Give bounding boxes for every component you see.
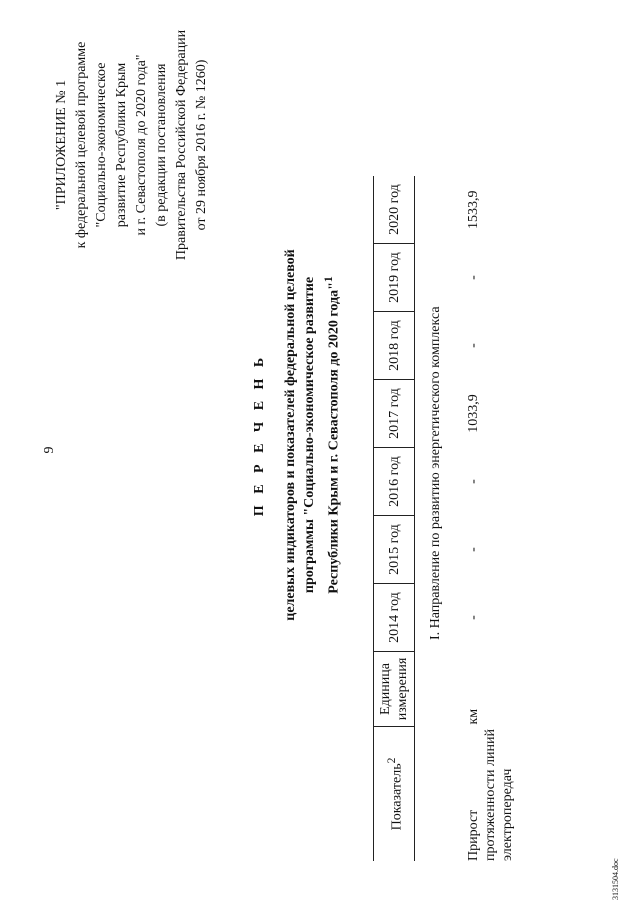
title-line-text: Республики Крым и г. Севастополя до 2020 года" xyxy=(326,282,342,594)
appendix-line: от 29 ноября 2016 г. № 1260) xyxy=(194,59,209,231)
table-header-row xyxy=(374,176,415,861)
header-year: 2015 год xyxy=(374,516,415,584)
document-code: 3131504.doc xyxy=(611,858,620,900)
appendix-line: Правительства Российской Федерации xyxy=(174,29,189,261)
appendix-line: "Социально-экономическое xyxy=(94,62,109,228)
header-indicator-label: Показатель xyxy=(389,763,405,831)
document-title xyxy=(250,195,344,675)
header-year: 2019 год xyxy=(374,244,415,312)
title-line xyxy=(319,195,344,675)
cell-indicator: Прирост протяженности линий электропередач xyxy=(466,729,515,861)
header-year: 2014 год xyxy=(374,584,415,652)
table-row xyxy=(455,176,535,861)
appendix-line: "ПРИЛОЖЕНИЕ № 1 xyxy=(54,79,69,211)
cell-value: - xyxy=(466,547,481,552)
appendix-line: к федеральной целевой программе xyxy=(74,41,89,249)
header-year: 2020 год xyxy=(374,176,415,244)
cell-value: - xyxy=(466,479,481,484)
indicators-table xyxy=(373,176,535,861)
header-year: 2017 год xyxy=(374,380,415,448)
header-indicator xyxy=(374,727,415,862)
footnote-mark: 1 xyxy=(322,276,335,283)
cell-value: - xyxy=(466,615,481,620)
footnote-mark: 2 xyxy=(384,757,398,764)
title-line: программы "Социально-экономическое развитие xyxy=(302,276,317,594)
cell-unit: км xyxy=(466,708,481,725)
cell-value: - xyxy=(466,275,481,280)
header-year: 2016 год xyxy=(374,448,415,516)
title-line: целевых индикаторов и показателей федеральной целевой xyxy=(283,249,298,621)
cell-value: 1533,9 xyxy=(466,190,481,229)
title-main: П Е Р Е Ч Е Н Ь xyxy=(252,353,267,517)
appendix-header xyxy=(52,0,212,290)
cell-value: - xyxy=(466,343,481,348)
section-row xyxy=(415,176,456,861)
page-number: 9 xyxy=(42,446,57,454)
header-year: 2018 год xyxy=(374,312,415,380)
appendix-line: (в редакции постановления xyxy=(154,63,169,227)
appendix-line: развитие Республики Крым xyxy=(114,62,129,228)
cell-value: 1033,9 xyxy=(466,394,481,433)
header-unit: Единица измерения xyxy=(374,652,415,727)
appendix-line: и г. Севастополя до 2020 года" xyxy=(134,54,149,236)
section-title: I. Направление по развитию энергетического комплекса xyxy=(427,306,443,640)
